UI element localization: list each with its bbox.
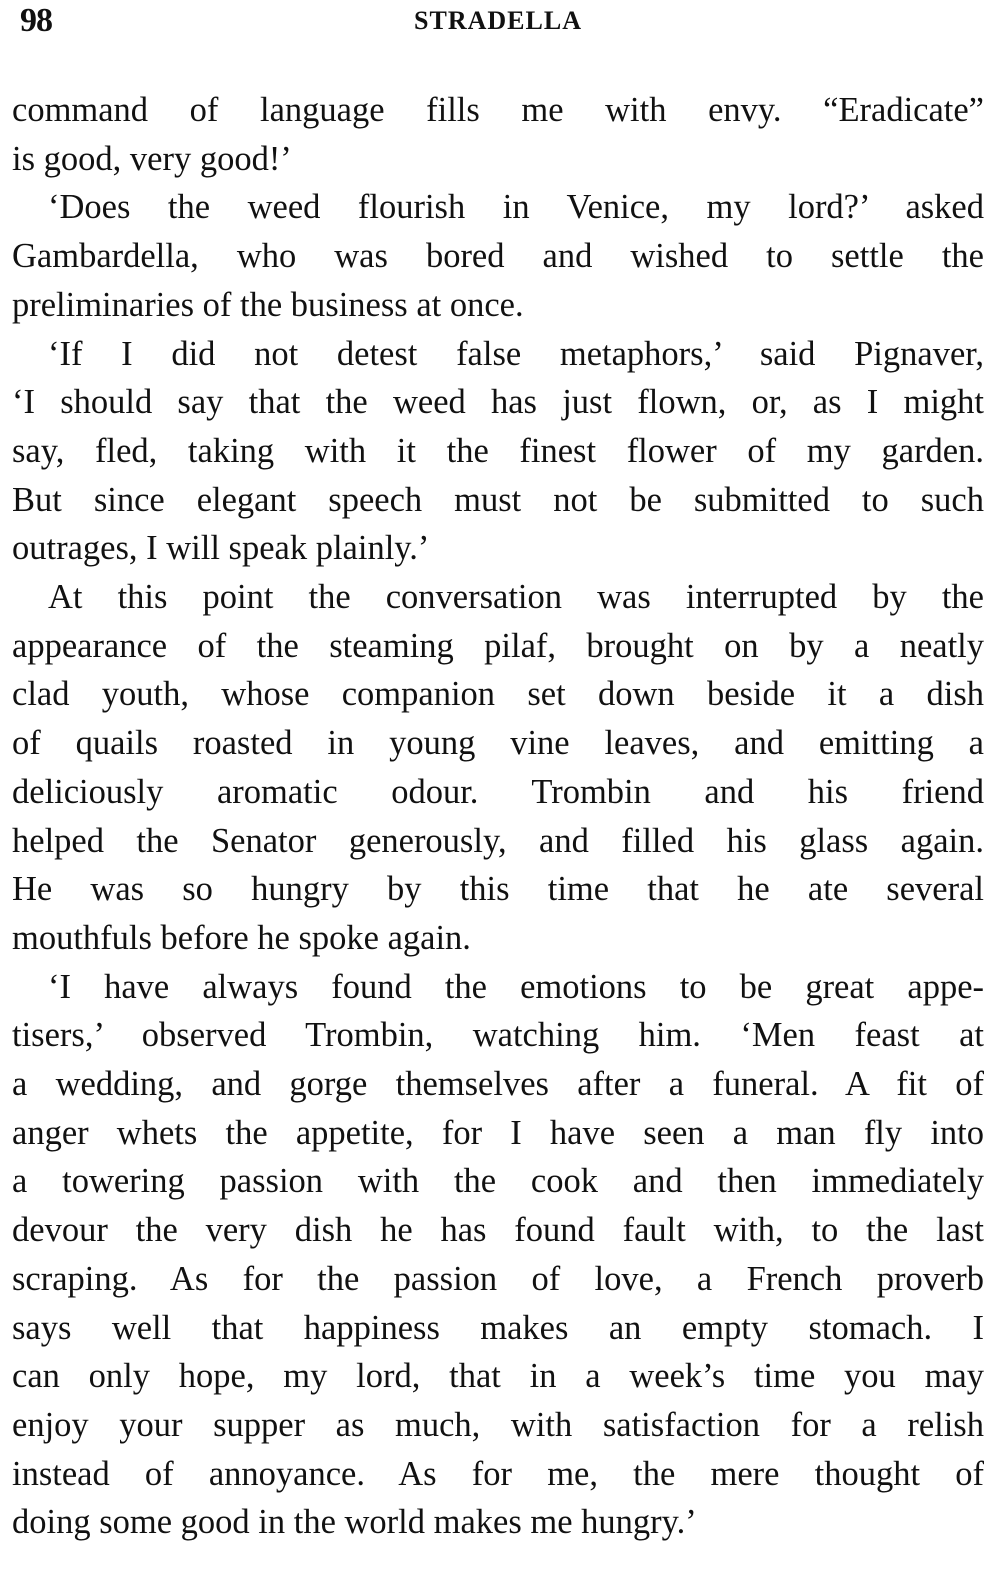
text-line: preliminaries of the business at once.: [12, 285, 524, 324]
text-line: is good, very good!’: [12, 139, 292, 178]
text-line: anger whets the appetite, for I have seen a man fly into: [12, 1113, 984, 1152]
text-line: Gambardella, who was bored and wished to settle the: [12, 237, 984, 276]
page-header: [12, 0, 984, 52]
text-line: ‘I have always found the emotions to be great appe-: [48, 967, 984, 1006]
paragraph: [12, 963, 984, 1547]
text-line: a wedding, and gorge themselves after a funeral. A fit of: [12, 1065, 984, 1104]
text-line: instead of annoyance. As for me, the mere thought of: [12, 1454, 984, 1493]
text-line: clad youth, whose companion set down beside it a dish: [12, 675, 984, 714]
text-line: doing some good in the world makes me hungry.’: [12, 1503, 697, 1542]
paragraph: [12, 183, 984, 329]
text-line: tisers,’ observed Trombin, watching him. ‘Men feast at: [12, 1016, 984, 1055]
text-line: enjoy your supper as much, with satisfaction for a relish: [12, 1405, 984, 1444]
text-line: scraping. As for the passion of love, a French proverb: [12, 1259, 984, 1298]
paragraph: [12, 330, 984, 574]
text-line: But since elegant speech must not be submitted to such: [12, 480, 984, 519]
text-line: appearance of the steaming pilaf, brought on by a neatly: [12, 626, 984, 665]
text-line: devour the very dish he has found fault with, to the last: [12, 1211, 984, 1250]
running-title: STRADELLA: [414, 6, 582, 35]
paragraph: [12, 573, 984, 963]
text-line: outrages, I will speak plainly.’: [12, 529, 430, 568]
text-line: helped the Senator generously, and filled his glass again.: [12, 821, 984, 860]
page-number: 98: [20, 2, 52, 39]
body-text: [12, 86, 984, 1547]
text-line: says well that happiness makes an empty stomach. I: [12, 1308, 984, 1347]
text-line: command of language fills me with envy. “Eradicate”: [12, 91, 984, 129]
text-line: can only hope, my lord, that in a week’s time you may: [12, 1357, 984, 1396]
text-line: say, fled, taking with it the finest flower of my garden.: [12, 431, 984, 470]
text-line: He was so hungry by this time that he ate several: [12, 870, 984, 909]
text-line: At this point the conversation was interrupted by the: [48, 578, 984, 617]
text-line: a towering passion with the cook and then immediately: [12, 1162, 984, 1201]
text-line: ‘I should say that the weed has just flown, or, as I might: [12, 383, 984, 422]
paragraph: [12, 86, 984, 183]
text-line: deliciously aromatic odour. Trombin and his friend: [12, 772, 984, 811]
text-line: mouthfuls before he spoke again.: [12, 918, 471, 957]
text-line: ‘Does the weed flourish in Venice, my lord?’ asked: [48, 188, 984, 227]
text-line: of quails roasted in young vine leaves, and emitting a: [12, 724, 984, 763]
text-line: ‘If I did not detest false metaphors,’ said Pignaver,: [48, 334, 984, 373]
